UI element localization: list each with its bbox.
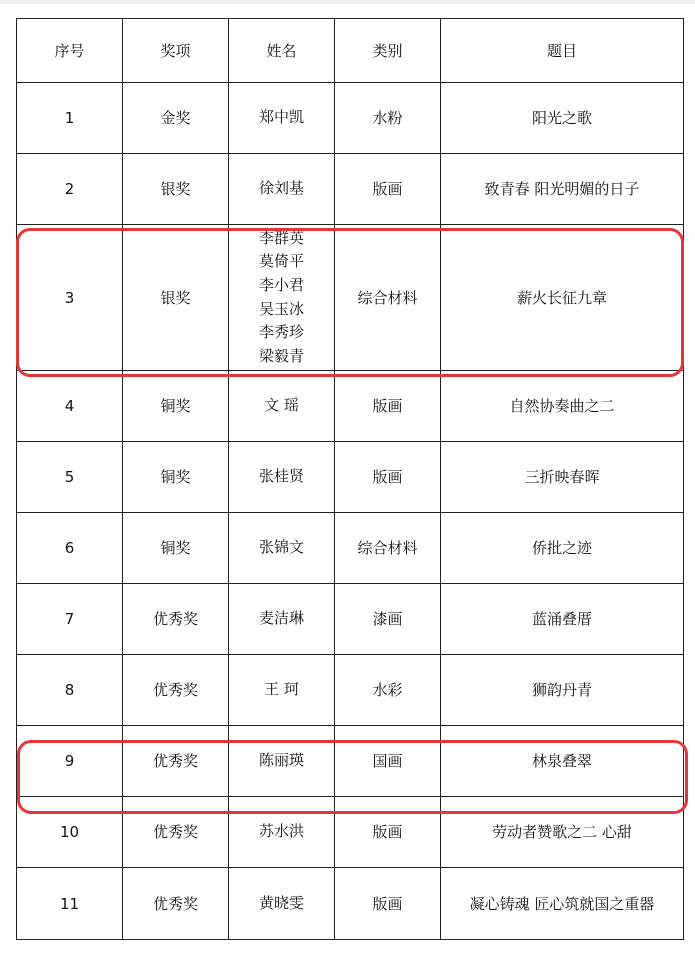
header-name: 姓名 bbox=[229, 19, 335, 83]
cell-no: 1 bbox=[17, 83, 123, 154]
cell-names bbox=[229, 83, 335, 154]
participant-name: 吴玉冰 bbox=[258, 299, 304, 318]
table-body bbox=[17, 83, 684, 940]
participant-name: 王 珂 bbox=[264, 680, 299, 699]
cell-title: 劳动者赞歌之二 心甜 bbox=[441, 797, 684, 868]
participant-name: 苏水洪 bbox=[258, 822, 304, 841]
cell-category: 综合材料 bbox=[335, 513, 441, 584]
cell-award: 银奖 bbox=[123, 225, 229, 371]
cell-award: 铜奖 bbox=[123, 442, 229, 513]
cell-no: 6 bbox=[17, 513, 123, 584]
cell-award: 银奖 bbox=[123, 154, 229, 225]
cell-award: 优秀奖 bbox=[123, 797, 229, 868]
cell-category: 国画 bbox=[335, 726, 441, 797]
participant-name: 梁毅青 bbox=[258, 346, 304, 365]
cell-award: 铜奖 bbox=[123, 513, 229, 584]
table-row bbox=[17, 797, 684, 868]
header-category: 类别 bbox=[335, 19, 441, 83]
cell-category: 版画 bbox=[335, 797, 441, 868]
cell-no: 10 bbox=[17, 797, 123, 868]
participant-name: 文 瑶 bbox=[264, 396, 299, 415]
cell-title: 阳光之歌 bbox=[441, 83, 684, 154]
participant-name: 莫倚平 bbox=[258, 252, 304, 271]
cell-title: 凝心铸魂 匠心筑就国之重器 bbox=[441, 868, 684, 940]
cell-names bbox=[229, 726, 335, 797]
table-row bbox=[17, 83, 684, 154]
cell-names bbox=[229, 868, 335, 940]
cell-category: 版画 bbox=[335, 442, 441, 513]
participant-name: 张锦文 bbox=[258, 538, 304, 557]
participant-name: 麦洁琳 bbox=[258, 609, 304, 628]
cell-title: 林泉叠翠 bbox=[441, 726, 684, 797]
participant-name: 郑中凯 bbox=[258, 108, 304, 127]
cell-names bbox=[229, 154, 335, 225]
cell-category: 版画 bbox=[335, 154, 441, 225]
cell-category: 漆画 bbox=[335, 584, 441, 655]
cell-award: 优秀奖 bbox=[123, 868, 229, 940]
participant-name: 李小君 bbox=[258, 275, 304, 294]
cell-title: 自然协奏曲之二 bbox=[441, 371, 684, 442]
header-no: 序号 bbox=[17, 19, 123, 83]
cell-no: 8 bbox=[17, 655, 123, 726]
cell-no: 2 bbox=[17, 154, 123, 225]
cell-names bbox=[229, 584, 335, 655]
cell-no: 7 bbox=[17, 584, 123, 655]
cell-no: 3 bbox=[17, 225, 123, 371]
cell-title: 三折映春晖 bbox=[441, 442, 684, 513]
awards-table bbox=[16, 18, 684, 940]
header-title: 题目 bbox=[441, 19, 684, 83]
table-row bbox=[17, 442, 684, 513]
participant-name: 陈丽瑛 bbox=[258, 751, 304, 770]
participant-name: 徐刘基 bbox=[258, 179, 304, 198]
table-row bbox=[17, 225, 684, 371]
cell-title: 蓝涌叠厝 bbox=[441, 584, 684, 655]
participant-name: 李群英 bbox=[258, 228, 304, 247]
cell-names bbox=[229, 655, 335, 726]
participant-name: 黄晓雯 bbox=[258, 893, 304, 912]
participant-name: 李秀珍 bbox=[258, 323, 304, 342]
cell-award: 优秀奖 bbox=[123, 726, 229, 797]
cell-no: 11 bbox=[17, 868, 123, 940]
cell-names bbox=[229, 797, 335, 868]
table-row bbox=[17, 371, 684, 442]
table-header-row bbox=[17, 19, 684, 83]
cell-category: 水粉 bbox=[335, 83, 441, 154]
cell-category: 版画 bbox=[335, 868, 441, 940]
cell-no: 4 bbox=[17, 371, 123, 442]
cell-award: 金奖 bbox=[123, 83, 229, 154]
cell-names bbox=[229, 371, 335, 442]
participant-name: 张桂贤 bbox=[258, 467, 304, 486]
cell-award: 优秀奖 bbox=[123, 655, 229, 726]
table-row bbox=[17, 868, 684, 940]
cell-no: 9 bbox=[17, 726, 123, 797]
header-award: 奖项 bbox=[123, 19, 229, 83]
cell-names bbox=[229, 442, 335, 513]
table-row bbox=[17, 513, 684, 584]
cell-no: 5 bbox=[17, 442, 123, 513]
table-row bbox=[17, 584, 684, 655]
table-row bbox=[17, 655, 684, 726]
cell-title: 薪火长征九章 bbox=[441, 225, 684, 371]
cell-category: 版画 bbox=[335, 371, 441, 442]
top-edge-bar bbox=[0, 0, 695, 4]
cell-names bbox=[229, 513, 335, 584]
cell-award: 铜奖 bbox=[123, 371, 229, 442]
table-row bbox=[17, 154, 684, 225]
cell-category: 综合材料 bbox=[335, 225, 441, 371]
table-row bbox=[17, 726, 684, 797]
cell-title: 狮韵丹青 bbox=[441, 655, 684, 726]
cell-title: 致青春 阳光明媚的日子 bbox=[441, 154, 684, 225]
cell-category: 水彩 bbox=[335, 655, 441, 726]
cell-award: 优秀奖 bbox=[123, 584, 229, 655]
cell-names bbox=[229, 225, 335, 371]
cell-title: 侨批之迹 bbox=[441, 513, 684, 584]
